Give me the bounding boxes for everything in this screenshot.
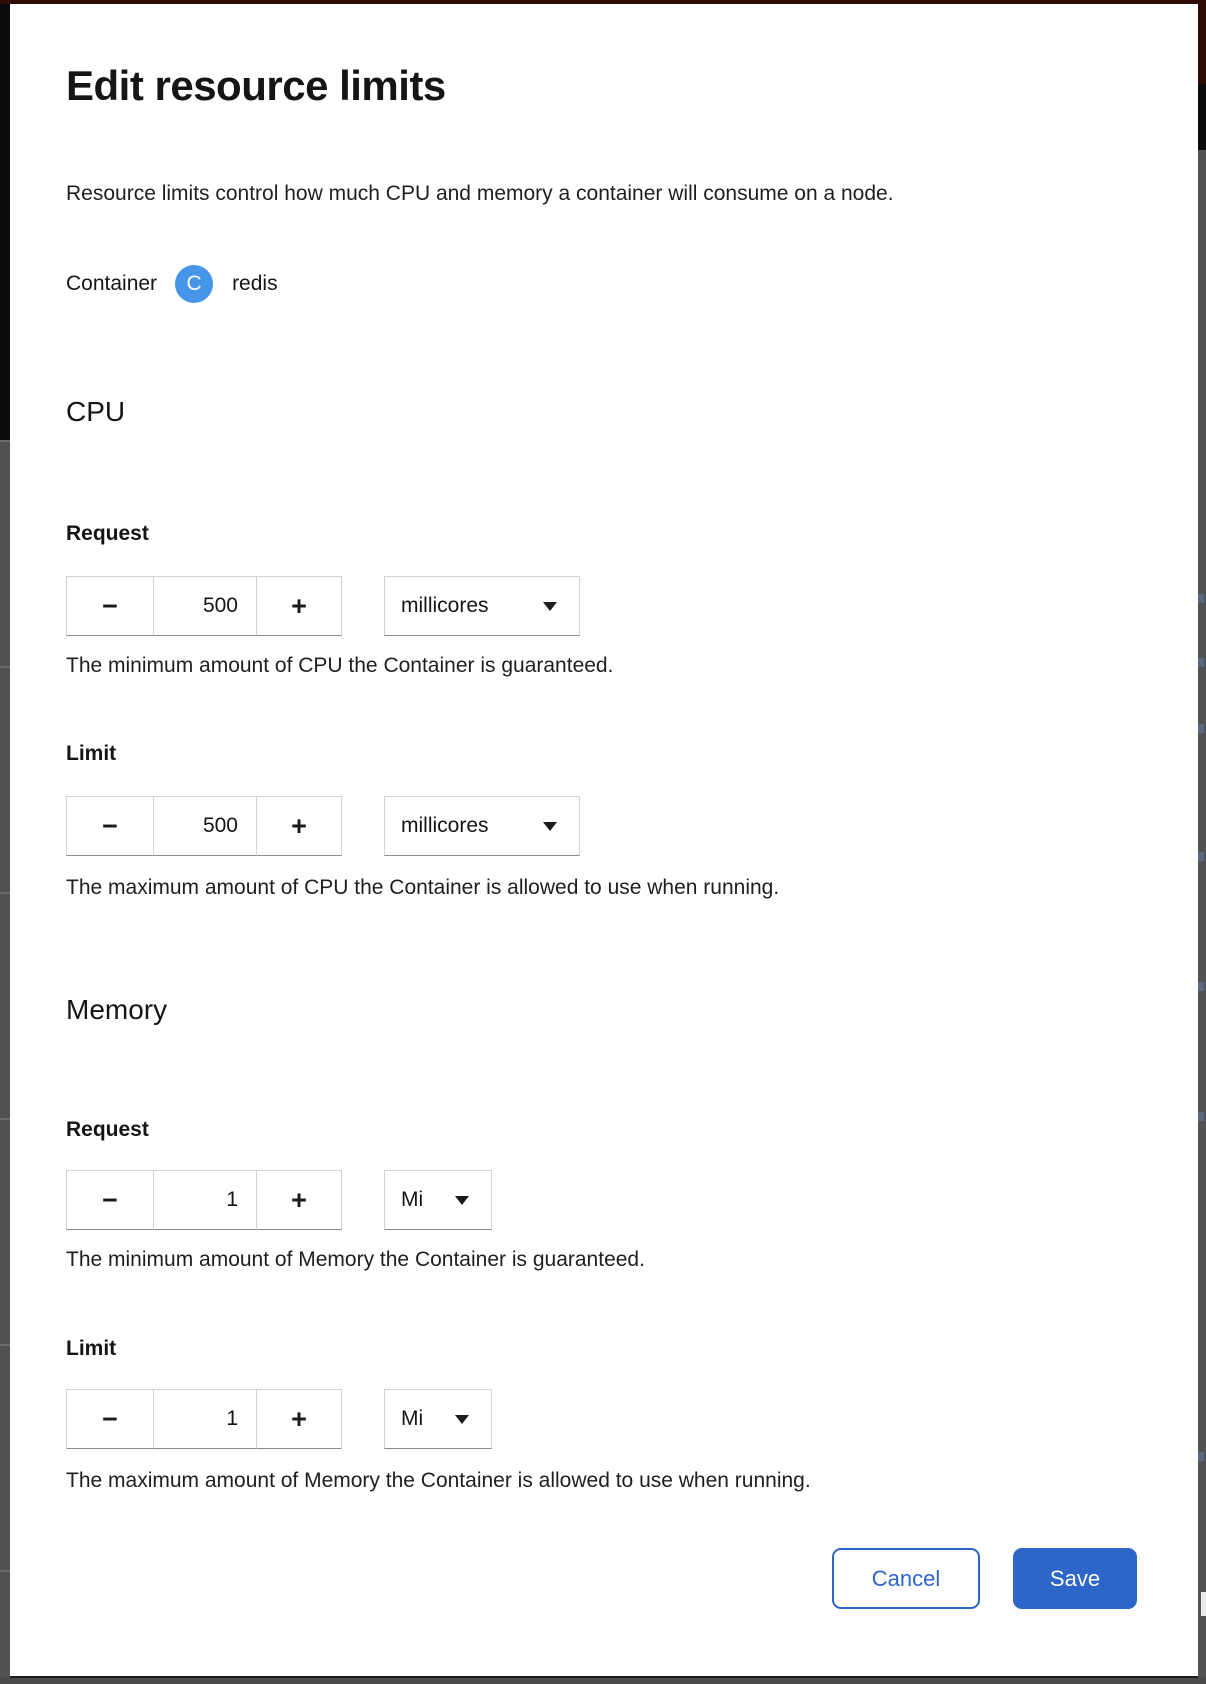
memory-request-help-text: The minimum amount of Memory the Container is guaranteed. bbox=[66, 1248, 645, 1271]
cpu-limit-increment-button[interactable]: + bbox=[256, 796, 342, 856]
backdrop-row-divider bbox=[0, 1118, 10, 1120]
backdrop-left-nav-fragment bbox=[0, 4, 10, 440]
caret-down-icon bbox=[543, 602, 557, 611]
backdrop-link-fragment bbox=[1198, 852, 1204, 861]
container-resource-icon: C bbox=[175, 265, 213, 303]
memory-limit-increment-button[interactable]: + bbox=[256, 1389, 342, 1449]
backdrop-link-fragment bbox=[1198, 724, 1204, 733]
backdrop-page-fragment bbox=[1198, 84, 1206, 150]
backdrop-link-fragment bbox=[1198, 982, 1204, 991]
backdrop-link-fragment bbox=[1198, 1452, 1204, 1461]
modal-footer bbox=[10, 1548, 1198, 1609]
cpu-limit-unit-select[interactable] bbox=[384, 796, 580, 856]
cpu-limit-value-input[interactable] bbox=[153, 796, 257, 856]
backdrop-masthead-fragment bbox=[1198, 0, 1206, 84]
container-name: redis bbox=[232, 272, 278, 295]
memory-request-value-input[interactable] bbox=[153, 1170, 257, 1230]
cpu-section-heading: CPU bbox=[66, 396, 126, 427]
cpu-request-unit-select[interactable] bbox=[384, 576, 580, 636]
memory-limit-unit-value: Mi bbox=[401, 1407, 424, 1430]
modal-title: Edit resource limits bbox=[66, 62, 446, 109]
memory-limit-unit-select[interactable] bbox=[384, 1389, 492, 1449]
backdrop-left-strip bbox=[0, 4, 10, 1684]
cpu-request-unit-value: millicores bbox=[401, 594, 489, 617]
cpu-request-help-text: The minimum amount of CPU the Container is guaranteed. bbox=[66, 654, 614, 677]
memory-limit-decrement-button[interactable]: − bbox=[66, 1389, 154, 1449]
backdrop-row-divider bbox=[0, 666, 10, 668]
backdrop-link-fragment bbox=[1198, 658, 1204, 667]
memory-request-decrement-button[interactable]: − bbox=[66, 1170, 154, 1230]
memory-limit-spinner bbox=[66, 1389, 342, 1449]
cancel-button[interactable]: Cancel bbox=[832, 1548, 980, 1609]
cpu-limit-spinner bbox=[66, 796, 342, 856]
backdrop-row-divider bbox=[0, 892, 10, 894]
cpu-limit-decrement-button[interactable]: − bbox=[66, 796, 154, 856]
caret-down-icon bbox=[543, 822, 557, 831]
memory-limit-label: Limit bbox=[66, 1337, 117, 1360]
cpu-request-spinner bbox=[66, 576, 342, 636]
backdrop-bottom-strip bbox=[0, 1678, 1206, 1684]
cpu-limit-label: Limit bbox=[66, 742, 117, 765]
caret-down-icon bbox=[455, 1196, 469, 1205]
caret-down-icon bbox=[455, 1415, 469, 1424]
cpu-request-decrement-button[interactable]: − bbox=[66, 576, 154, 636]
cpu-limit-unit-value: millicores bbox=[401, 814, 489, 837]
modal-description: Resource limits control how much CPU and memory a container will consume on a node. bbox=[66, 182, 894, 205]
memory-request-spinner bbox=[66, 1170, 342, 1230]
memory-request-unit-value: Mi bbox=[401, 1188, 424, 1211]
cpu-request-label: Request bbox=[66, 522, 149, 545]
backdrop-row-divider bbox=[0, 1570, 10, 1572]
backdrop-right-strip bbox=[1198, 0, 1206, 1684]
memory-request-unit-select[interactable] bbox=[384, 1170, 492, 1230]
save-button[interactable]: Save bbox=[1013, 1548, 1137, 1609]
memory-request-label: Request bbox=[66, 1118, 149, 1141]
cpu-limit-help-text: The maximum amount of CPU the Container is allowed to use when running. bbox=[66, 876, 780, 899]
backdrop-link-fragment bbox=[1198, 594, 1204, 603]
backdrop-scrollbar-fragment bbox=[1201, 1592, 1206, 1616]
edit-resource-limits-modal bbox=[10, 4, 1198, 1678]
memory-limit-help-text: The maximum amount of Memory the Container is allowed to use when running. bbox=[66, 1469, 811, 1492]
cpu-request-increment-button[interactable]: + bbox=[256, 576, 342, 636]
cpu-request-value-input[interactable] bbox=[153, 576, 257, 636]
backdrop-link-fragment bbox=[1198, 1112, 1204, 1121]
memory-limit-value-input[interactable] bbox=[153, 1389, 257, 1449]
backdrop-row-divider bbox=[0, 440, 10, 442]
memory-section-heading: Memory bbox=[66, 994, 168, 1025]
container-label: Container bbox=[66, 272, 158, 295]
memory-request-increment-button[interactable]: + bbox=[256, 1170, 342, 1230]
container-row bbox=[66, 262, 278, 306]
backdrop-row-divider bbox=[0, 1344, 10, 1346]
